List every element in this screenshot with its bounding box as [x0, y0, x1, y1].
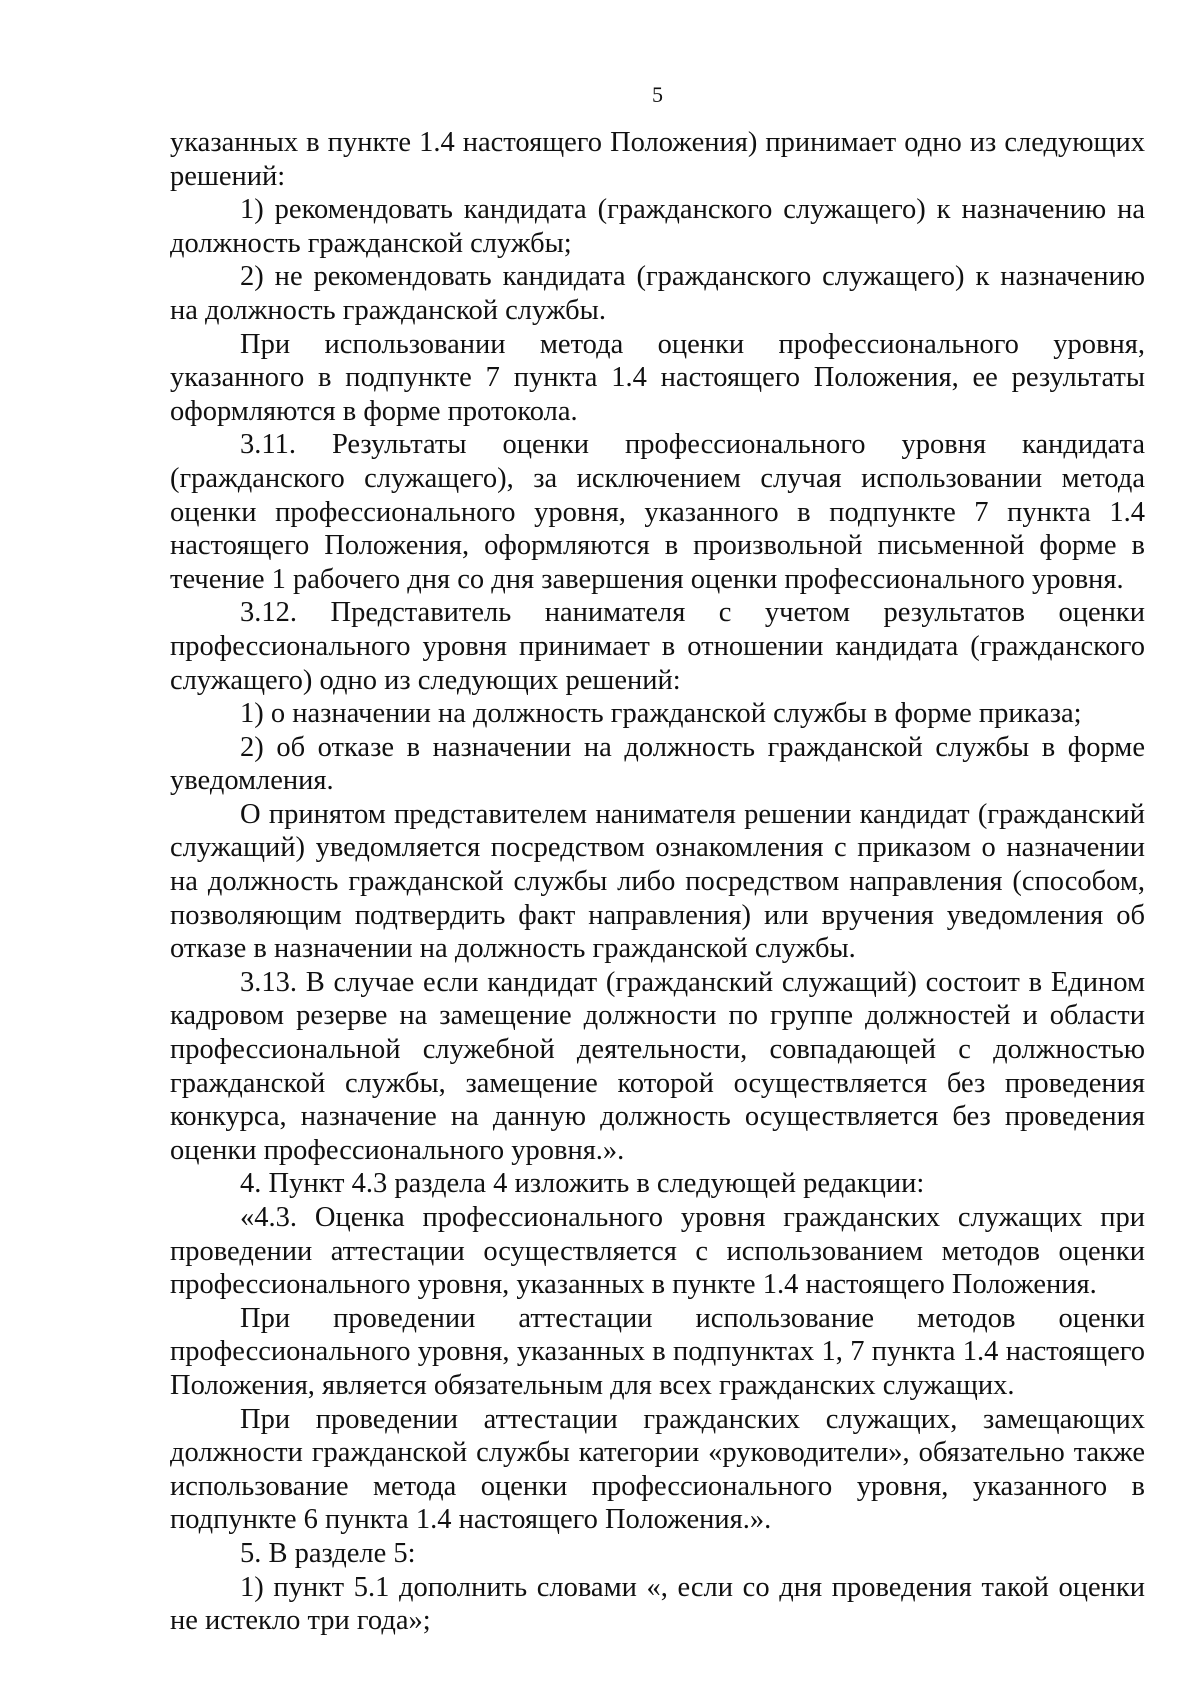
paragraph: 1) рекомендовать кандидата (гражданского служащего) к назначению на должность гражданской службы; [170, 194, 1145, 259]
document-body [170, 126, 1145, 1638]
paragraph: 3.13. В случае если кандидат (гражданский служащий) состоит в Едином кадровом резерве на замещение должности по группе должностей и области профессиональной служебной деятельности, совпадающей с должностью гражданской службы, замещение которой осуществляется без проведения конкурса, назначение на данную должность осуществляется без проведения оценки профессионального уровня.». [170, 966, 1145, 1166]
paragraph: О принятом представителем нанимателя решении кандидат (гражданский служащий) уведомляется посредством ознакомления с приказом о назначении на должность гражданской службы либо посредством направления (способом, позволяющим подтвердить факт направления) или вручения уведомления об отказе в назначении на должность гражданской службы. [170, 798, 1145, 965]
document-page [170, 72, 1145, 1672]
paragraph: При использовании метода оценки профессионального уровня, указанного в подпункте 7 пункта 1.4 настоящего Положения, ее результаты оформляются в форме протокола. [170, 328, 1145, 427]
paragraph: 3.11. Результаты оценки профессионального уровня кандидата (гражданского служащего), за исключением случая использовании метода оценки профессионального уровня, указанного в подпункте 7 пункта 1.4 настоящего Положения, оформляются в произвольной письменной форме в течение 1 рабочего дня со дня завершения оценки профессионального уровня. [170, 429, 1145, 595]
paragraph: При проведении аттестации использование методов оценки профессионального уровня, указанных в подпунктах 1, 7 пункта 1.4 настоящего Положения, является обязательным для всех гражданских служащих. [170, 1302, 1145, 1401]
paragraph: 1) о назначении на должность гражданской службы в форме приказа; [240, 698, 1082, 730]
paragraph: 5. В разделе 5: [240, 1537, 416, 1569]
paragraph: 2) об отказе в назначении на должность гражданской службы в форме уведомления. [170, 731, 1145, 797]
paragraph: 4. Пункт 4.3 раздела 4 изложить в следующей редакции: [240, 1168, 925, 1200]
paragraph: указанных в пункте 1.4 настоящего Положения) принимает одно из следующих решений: [170, 127, 1145, 192]
paragraph: «4.3. Оценка профессионального уровня гражданских служащих при проведении аттестации осуществляется с использованием методов оценки профессионального уровня, указанных в пункте 1.4 настоящего Положения. [170, 1202, 1145, 1301]
paragraph: 1) пункт 5.1 дополнить словами «, если со дня проведения такой оценки не истекло три года»; [170, 1571, 1145, 1637]
paragraph: 3.12. Представитель нанимателя с учетом результатов оценки профессионального уровня принимает в отношении кандидата (гражданского служащего) одно из следующих решений: [170, 597, 1145, 696]
paragraph: 2) не рекомендовать кандидата (гражданского служащего) к назначению на должность гражданской службы. [170, 261, 1145, 326]
page-number: 5 [652, 82, 663, 107]
paragraph: При проведении аттестации гражданских служащих, замещающих должности гражданской службы категории «руководители», обязательно также использование метода оценки профессионального уровня, указанного в подпункте 6 пункта 1.4 настоящего Положения.». [170, 1403, 1145, 1536]
